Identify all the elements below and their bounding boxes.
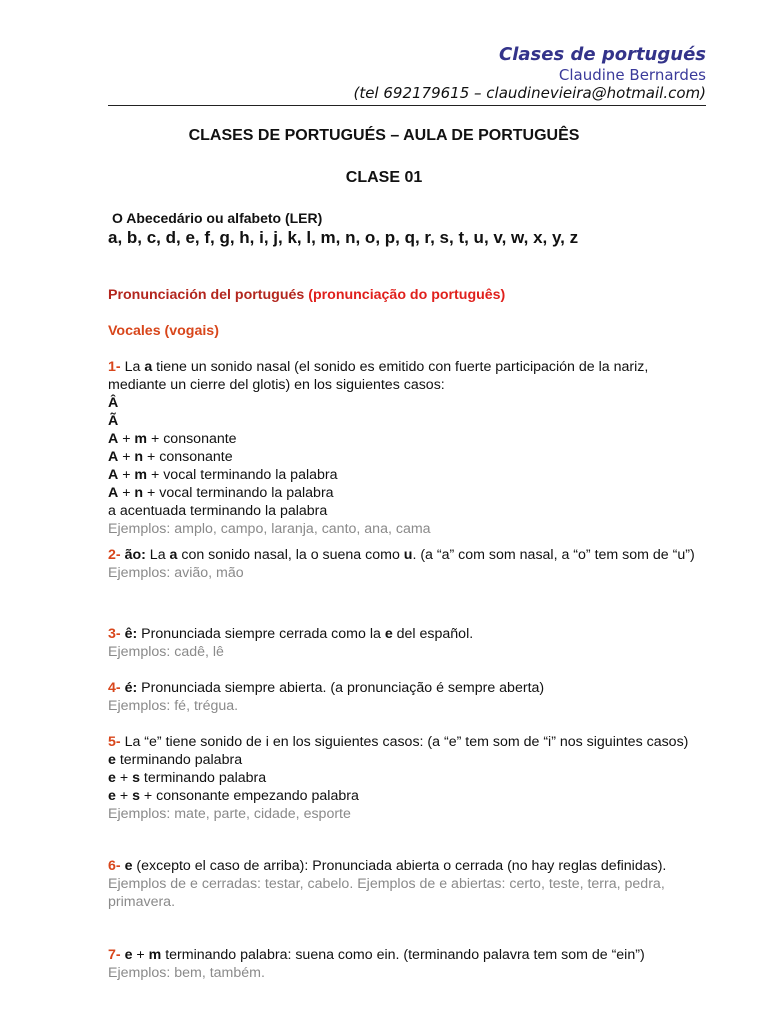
header-author: Claudine Bernardes: [558, 66, 706, 84]
text: a: [144, 359, 153, 375]
alphabet: a, b, c, d, e, f, g, h, i, j, k, l, m, n, o, p, q, r, s, t, u, v, w, x, y, z: [108, 228, 579, 247]
examples: Ejemplos: mate, parte, cidade, esporte: [108, 806, 351, 822]
rule-7: 7- e + m terminando palabra: suena como ein. (terminando palavra tem som de “ein”) Ejemplos: bem, também.: [108, 946, 708, 982]
case: e terminando palabra: [108, 752, 243, 768]
rule-1: [108, 358, 708, 538]
examples: Ejemplos: bem, também.: [108, 965, 265, 981]
section-heading-vowels: Vocales (vogais): [108, 323, 219, 339]
case: a acentuada terminando la palabra: [108, 503, 328, 519]
case: Ã: [108, 413, 119, 429]
rule-3: 3- ê: Pronunciada siempre cerrada como la e del español. Ejemplos: cadê, lê: [108, 625, 708, 661]
rule-5: 5- La “e” tiene sonido de i en los siguientes casos: (a “e” tem som de “i” nos siguintes casos) e terminando palabra e + s terminando palabra e + s + consonante empezando palabra Ejemplos: mate, parte, cidade, esporte: [108, 733, 708, 823]
case: e + s + consonante empezando palabra: [108, 788, 359, 804]
examples: Ejemplos: fé, trégua.: [108, 698, 239, 714]
case: e + s terminando palabra: [108, 770, 267, 786]
rule-4: 4- é: Pronunciada siempre abierta. (a pronunciação é sempre aberta) Ejemplos: fé, trégua.: [108, 679, 708, 715]
text: tiene un sonido nasal (el sonido es emitido con fuerte participación de la nariz, mediante un cierre del glotis) en los siguientes casos:: [108, 359, 649, 393]
case: A + m + consonante: [108, 431, 237, 447]
alphabet-label: O Abecedário ou alfabeto (LER): [112, 210, 323, 226]
rule-number: 6-: [108, 858, 121, 874]
document-title: CLASES DE PORTUGUÉS – AULA DE PORTUGUÊS: [188, 127, 580, 144]
case: A + n + consonante: [108, 449, 233, 465]
case: A + m + vocal terminando la palabra: [108, 467, 338, 483]
examples: Ejemplos: amplo, campo, laranja, canto, ana, cama: [108, 521, 431, 537]
examples: Ejemplos: avião, mão: [108, 565, 244, 581]
header-rule: [108, 105, 706, 106]
heading-es: Pronunciación del portugués: [108, 287, 305, 303]
header-title: Clases de portugués: [499, 44, 706, 65]
rule-6: 6- e (excepto el caso de arriba): Pronunciada abierta o cerrada (no hay reglas definidas). Ejemplos de e cerradas: testar, cabelo. Ejemplos de e abiertas: certo, teste, terra, pedra, primavera.: [108, 857, 708, 911]
rule-number: 1-: [108, 359, 121, 375]
rule-number: 7-: [108, 947, 121, 963]
rule-number: 4-: [108, 680, 121, 696]
heading-pt: (pronunciação do português): [308, 287, 506, 303]
case: Â: [108, 395, 119, 411]
examples: Ejemplos: cadê, lê: [108, 644, 224, 660]
case: A + n + vocal terminando la palabra: [108, 485, 334, 501]
rule-2: 2- ão: La a con sonido nasal, la o suena como u. (a “a” com som nasal, a “o” tem som de “u”) Ejemplos: avião, mão: [108, 546, 708, 582]
lesson-number: CLASE 01: [345, 169, 423, 186]
header-contact: (tel 692179615 – claudinevieira@hotmail.com): [353, 84, 706, 102]
examples: Ejemplos de e cerradas: testar, cabelo. Ejemplos de e abiertas: certo, teste, terra, pedra, primavera.: [108, 876, 665, 910]
rule-number: 2-: [108, 547, 121, 563]
rule-number: 3-: [108, 626, 121, 642]
section-heading-pronunciation: [108, 286, 708, 304]
text: La: [124, 359, 145, 375]
rule-number: 5-: [108, 734, 121, 750]
